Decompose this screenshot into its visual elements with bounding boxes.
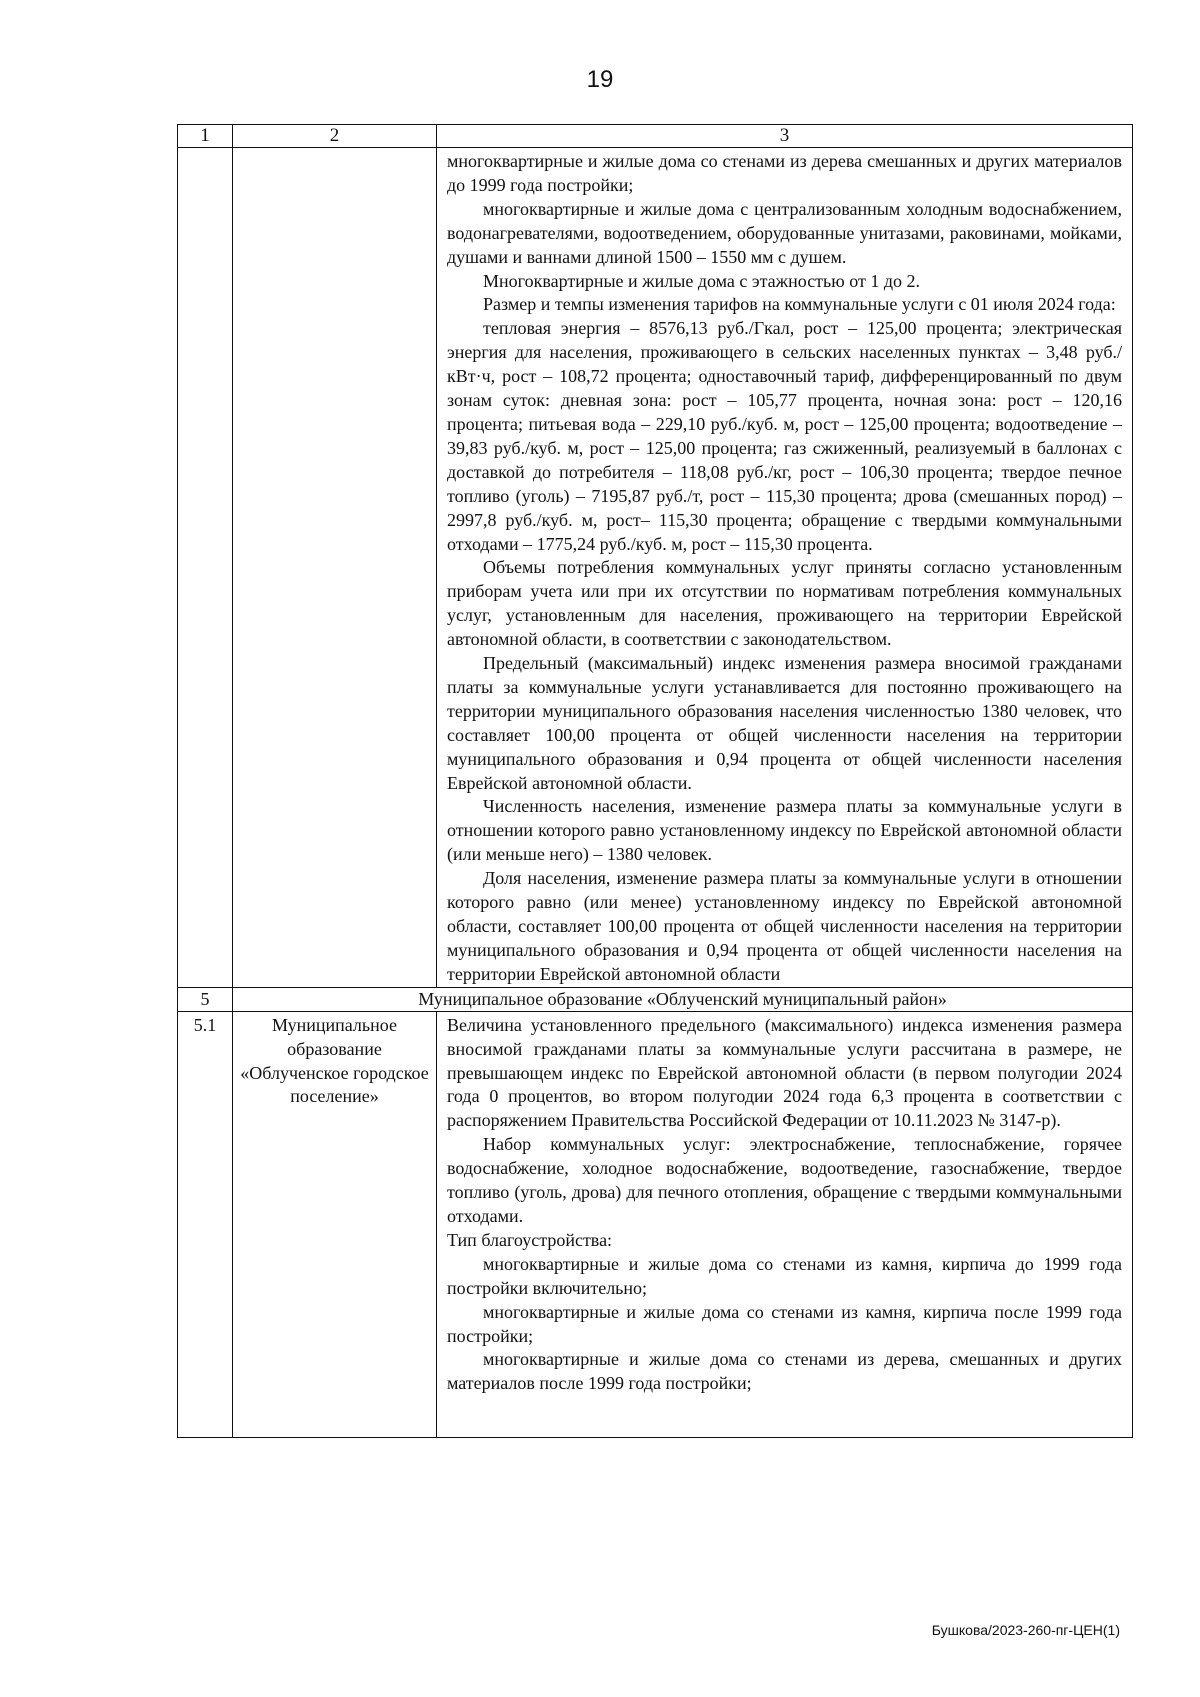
paragraph: многоквартирные и жилые дома со стенами из камня, кирпича до 1999 года постройки включительно;: [447, 1253, 1122, 1298]
paragraph: многоквартирные и жилые дома со стенами из дерева, смешанных и других материалов после 1999 года постройки;: [447, 1349, 1122, 1394]
continuation-num-cell: [178, 148, 233, 988]
continuation-name-cell: [233, 148, 437, 988]
page-number: 19: [586, 66, 614, 93]
paragraph: Величина установленного предельного (максимального) индекса изменения размера вносимой гражданами платы за коммунальные услуги рассчитана в размере, не превышающем индекс по Еврейской автономной области (в первом полугодии 2024 года 0 процентов, во втором полугодии 2024 года 6,3 процента в соответствии с распоряжением Правительства Российской Федерации от 10.11.2023 № 3147-р).: [447, 1014, 1122, 1131]
paragraph: многоквартирные и жилые дома с централизованным холодным водоснабжением, водонагревателями, водоотведением, оборудованные унитазами, раковинами, мойками, душами и ваннами длиной 1500 – 1550 мм с душем.: [447, 198, 1122, 267]
subsection-name: Муниципальное образование «Облученское городское поселение»: [233, 1011, 437, 1437]
continuation-text-cell: [437, 148, 1133, 988]
subsection-text-cell: [437, 1011, 1133, 1437]
paragraph: Многоквартирные и жилые дома с этажностью от 1 до 2.: [483, 270, 920, 291]
paragraph: Объемы потребления коммунальных услуг приняты согласно установленным приборам учета или при их отсутствии по нормативам потребления коммунальных услуг, установленным для населения, проживающего на территории Еврейской автономной области, в соответствии с законодательством.: [447, 557, 1122, 650]
continuation-row: [178, 148, 1133, 988]
section-number: 5: [178, 987, 233, 1011]
paragraph: Доля населения, изменение размера платы за коммунальные услуги в отношении которого равно (или менее) установленному индексу по Еврейской автономной области, составляет 100,00 процента от общей численности населения на территории муниципального образования и 0,94 процента от общей численности населения на территории Еврейской автономной области: [447, 868, 1122, 984]
paragraph: Размер и темпы изменения тарифов на коммунальные услуги с 01 июля 2024 года:: [483, 294, 1116, 315]
paragraph: тепловая энергия – 8576,13 руб./Гкал, рост – 125,00 процента; электрическая энергия для населения, проживающего в сельских населенных пунктах – 3,48 руб./кВт·ч, рост – 108,72 процента; одноставочный тариф, дифференцированный по двум зонам суток: дневная зона: рост – 105,77 процента, ночная зона: рост – 120,16 процента; питьевая вода – 229,10 руб./куб. м, рост – 125,00 процента; водоотведение – 39,83 руб./куб. м, рост – 125,00 процента; газ сжиженный, реализуемый в баллонах с доставкой до потребителя – 118,08 руб./кг, рост – 106,30 процента; твердое печное топливо (уголь) – 7195,87 руб./т, рост – 115,30 процента; дрова (смешанных пород) – 2997,8 руб./куб. м, рост– 115,30 процента; обращение с твердыми коммунальными отходами – 1775,24 руб./куб. м, рост – 115,30 процента.: [447, 318, 1122, 554]
paragraph: Тип благоустройства:: [447, 1229, 613, 1250]
section-title: Муниципальное образование «Облученский муниципальный район»: [233, 987, 1133, 1011]
subsection-number: 5.1: [178, 1011, 233, 1437]
tariff-table: [177, 124, 1133, 1438]
paragraph: многоквартирные и жилые дома со стенами из дерева смешанных и других материалов до 1999 года постройки;: [447, 151, 1122, 195]
subsection-row: [178, 1011, 1133, 1437]
paragraph: многоквартирные и жилые дома со стенами из камня, кирпича после 1999 года постройки;: [447, 1301, 1122, 1346]
table-header-row: [178, 125, 1133, 148]
header-col-1: 1: [178, 125, 233, 148]
footer-code: Бушкова/2023-260-пг-ЦЕН(1): [931, 1622, 1120, 1638]
header-col-3: 3: [437, 125, 1133, 148]
paragraph: Предельный (максимальный) индекс изменения размера вносимой гражданами платы за коммунальные услуги устанавливается для постоянно проживающего на территории муниципального образования населения численностью 1380 человек, что составляет 100,00 процента от общей численности населения на территории муниципального образования и 0,94 процента от общей численности населения Еврейской автономной области.: [447, 653, 1122, 793]
section-row: [178, 987, 1133, 1011]
paragraph: Набор коммунальных услуг: электроснабжение, теплоснабжение, горячее водоснабжение, холодное водоснабжение, водоотведение, газоснабжение, твердое топливо (уголь, дрова) для печного отопления, обращение с твердыми коммунальными отходами.: [447, 1134, 1122, 1226]
paragraph: Численность населения, изменение размера платы за коммунальные услуги в отношении которого равно установленному индексу по Еврейской автономной области (или меньше него) – 1380 человек.: [447, 796, 1122, 865]
header-col-2: 2: [233, 125, 437, 148]
